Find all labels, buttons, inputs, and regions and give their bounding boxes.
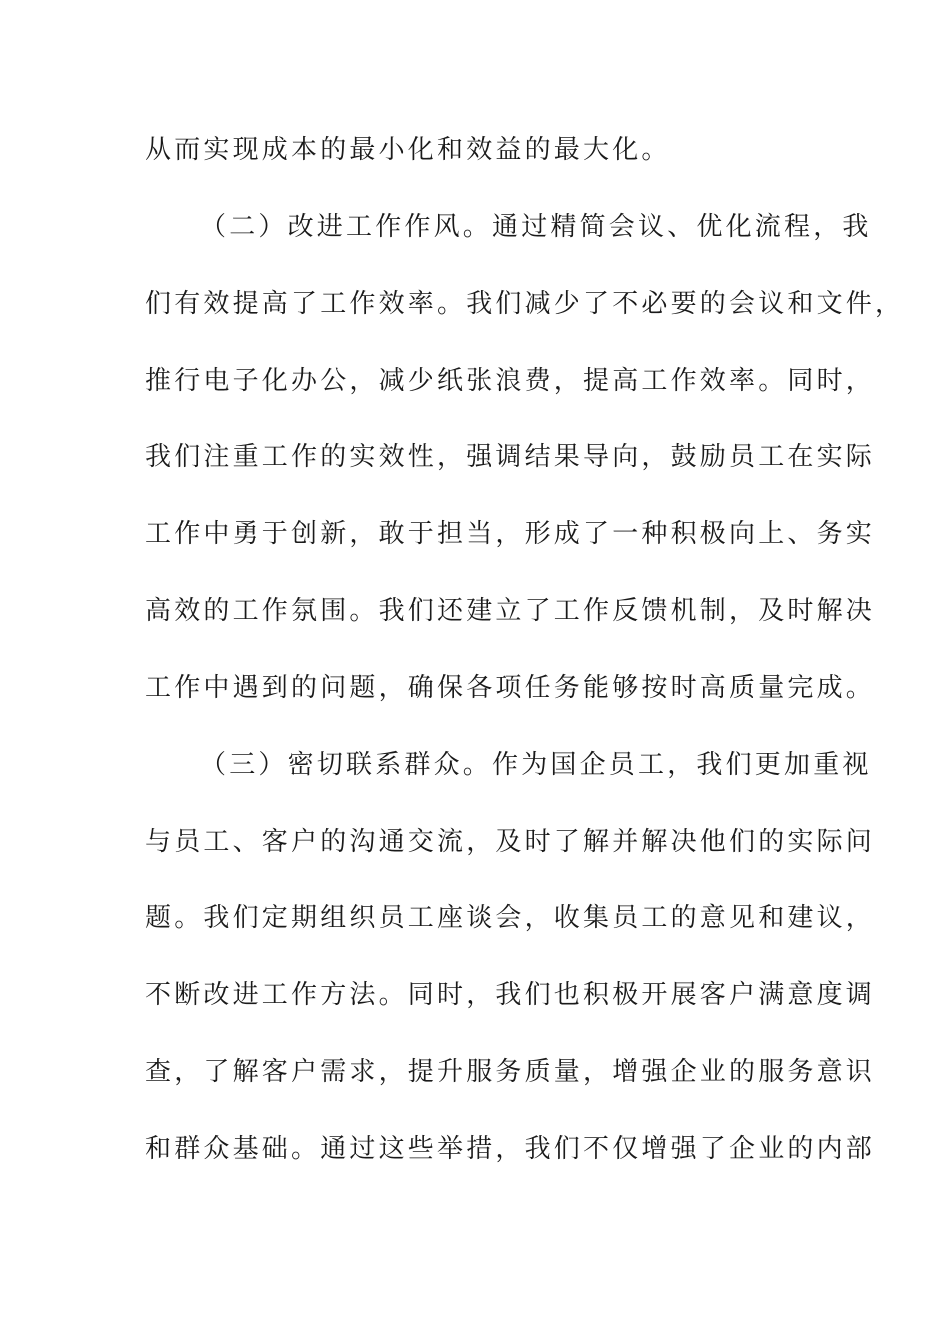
- paragraph-line: 题。我们定期组织员工座谈会，收集员工的意见和建议，: [145, 903, 876, 933]
- paragraph-line: 工作中勇于创新，敢于担当，形成了一种积极向上、务实: [145, 519, 876, 549]
- paragraph-line: 查，了解客户需求，提升服务质量，增强企业的服务意识: [145, 1057, 876, 1087]
- paragraph-line: 从而实现成本的最小化和效益的最大化。: [145, 135, 671, 165]
- paragraph-line: 和群众基础。通过这些举措，我们不仅增强了企业的内部: [145, 1134, 876, 1164]
- paragraph-line: 不断改进工作方法。同时，我们也积极开展客户满意度调: [145, 980, 876, 1010]
- paragraph-line: 我们注重工作的实效性，强调结果导向，鼓励员工在实际: [145, 442, 876, 472]
- paragraph-line: 工作中遇到的问题，确保各项任务能够按时高质量完成。: [145, 673, 876, 703]
- paragraph-line: 高效的工作氛围。我们还建立了工作反馈机制，及时解决: [145, 596, 876, 626]
- section-heading-line: （三）密切联系群众。作为国企员工，我们更加重视: [200, 750, 872, 780]
- section-heading-line: （二）改进工作作风。通过精简会议、优化流程，我: [200, 212, 872, 242]
- paragraph-line: 们有效提高了工作效率。我们减少了不必要的会议和文件，: [145, 289, 905, 319]
- paragraph-line: 与员工、客户的沟通交流，及时了解并解决他们的实际问: [145, 827, 876, 857]
- paragraph-line: 推行电子化办公，减少纸张浪费，提高工作效率。同时，: [145, 366, 876, 396]
